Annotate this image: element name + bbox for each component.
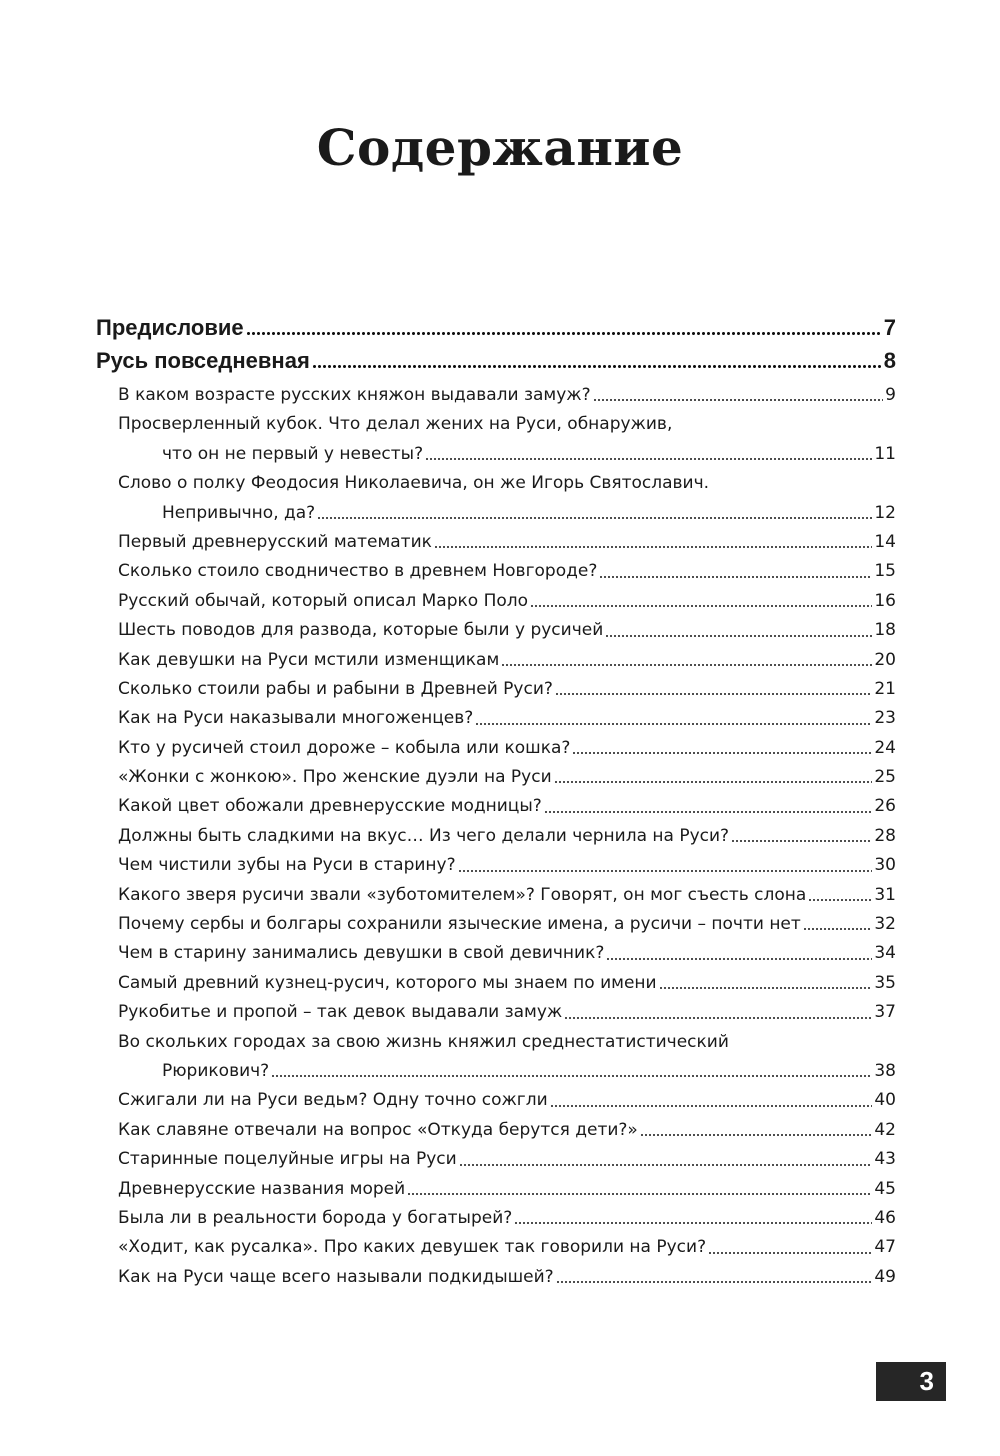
dot-leader bbox=[458, 869, 873, 873]
entry-page: 40 bbox=[874, 1090, 896, 1111]
entry-page: 9 bbox=[885, 384, 896, 405]
entry-title: Непривычно, да? bbox=[162, 502, 316, 523]
entry-title: Сколько стоили рабы и рабыни в Древней Руси? bbox=[118, 678, 553, 699]
entry-title: Просверленный кубок. Что делал жених на Руси, обнаружив, bbox=[118, 414, 673, 435]
entry-page: 14 bbox=[874, 531, 896, 552]
entry-title: Как славяне отвечали на вопрос «Откуда берутся дети?» bbox=[118, 1119, 638, 1140]
entry-title: «Ходит, как русалка». Про каких девушек так говорили на Руси? bbox=[118, 1237, 707, 1258]
toc-chapter[interactable] bbox=[96, 345, 896, 376]
dot-leader bbox=[317, 516, 872, 520]
dot-leader bbox=[599, 575, 872, 579]
chapter-label: Русь повседневная bbox=[96, 348, 310, 373]
entry-title: Во скольких городах за свою жизнь княжил среднестатистический bbox=[118, 1031, 729, 1052]
entry-title: Кто у русичей стоил дороже – кобыла или кошка? bbox=[118, 737, 571, 758]
toc-entry[interactable] bbox=[96, 1175, 896, 1204]
toc-entry[interactable] bbox=[96, 704, 896, 733]
entry-page: 16 bbox=[874, 590, 896, 611]
dot-leader bbox=[640, 1133, 873, 1137]
entry-page: 12 bbox=[874, 502, 896, 523]
entry-page: 47 bbox=[874, 1237, 896, 1258]
toc-entry[interactable] bbox=[96, 1204, 896, 1233]
entry-title: Самый древний кузнец-русич, которого мы знаем по имени bbox=[118, 972, 657, 993]
entry-title: Шесть поводов для развода, которые были у русичей bbox=[118, 620, 604, 641]
page-number: 3 bbox=[876, 1362, 946, 1401]
entry-page: 43 bbox=[874, 1149, 896, 1170]
toc-entry[interactable] bbox=[96, 616, 896, 645]
toc-entry[interactable] bbox=[96, 1233, 896, 1262]
entry-title: Русский обычай, который описал Марко Поло bbox=[118, 590, 529, 611]
entry-page: 46 bbox=[874, 1207, 896, 1228]
entry-title: Слово о полку Феодосия Николаевича, он же Игорь Святославич. bbox=[118, 473, 710, 494]
toc-entry[interactable] bbox=[96, 587, 896, 616]
entry-title: Чем в старину занимались девушки в свой девичник? bbox=[118, 943, 605, 964]
toc-entry[interactable] bbox=[96, 1145, 896, 1174]
entry-title: Была ли в реальности борода у богатырей? bbox=[118, 1207, 513, 1228]
entry-title: Рюрикович? bbox=[162, 1060, 270, 1081]
entry-title: «Жонки с жонкою». Про женские дуэли на Руси bbox=[118, 767, 552, 788]
toc-entry[interactable] bbox=[96, 1028, 896, 1087]
entry-page: 15 bbox=[874, 561, 896, 582]
entry-page: 25 bbox=[874, 767, 896, 788]
dot-leader bbox=[556, 1280, 873, 1284]
entry-page: 24 bbox=[874, 737, 896, 758]
entry-title: Древнерусские названия морей bbox=[118, 1178, 406, 1199]
toc-entry[interactable] bbox=[96, 675, 896, 704]
dot-leader bbox=[530, 604, 872, 608]
toc-entry[interactable] bbox=[96, 1263, 896, 1292]
entry-page: 34 bbox=[874, 943, 896, 964]
entry-page: 35 bbox=[874, 972, 896, 993]
toc-chapter[interactable] bbox=[96, 312, 896, 343]
entry-page: 28 bbox=[874, 825, 896, 846]
toc-entry[interactable] bbox=[96, 998, 896, 1027]
entry-title: Чем чистили зубы на Руси в старину? bbox=[118, 855, 456, 876]
table-of-contents bbox=[96, 312, 896, 1292]
dot-leader bbox=[808, 898, 872, 902]
dot-leader bbox=[564, 1016, 872, 1020]
entry-title: Старинные поцелуйные игры на Руси bbox=[118, 1149, 457, 1170]
toc-entry[interactable] bbox=[96, 528, 896, 557]
entry-page: 42 bbox=[874, 1119, 896, 1140]
entry-title: Какого зверя русичи звали «зуботомителем»? Говорят, он мог съесть слона bbox=[118, 884, 807, 905]
dot-leader bbox=[425, 457, 872, 461]
entry-page: 11 bbox=[874, 443, 896, 464]
toc-entry[interactable] bbox=[96, 734, 896, 763]
toc-entry[interactable] bbox=[96, 381, 896, 410]
dot-leader bbox=[659, 986, 873, 990]
dot-leader bbox=[459, 1163, 873, 1167]
dot-leader bbox=[731, 839, 872, 843]
entry-title: Какой цвет обожали древнерусские модницы? bbox=[118, 796, 542, 817]
dot-leader bbox=[572, 751, 872, 755]
chapter-page: 7 bbox=[883, 315, 896, 340]
entry-title: Почему сербы и болгары сохранили языческие имена, а русичи – почти нет bbox=[118, 914, 801, 935]
entry-title: Рукобитье и пропой – так девок выдавали замуж bbox=[118, 1002, 563, 1023]
dot-leader bbox=[246, 331, 882, 336]
toc-entry[interactable] bbox=[96, 969, 896, 998]
toc-entry[interactable] bbox=[96, 792, 896, 821]
chapter-label: Предисловие bbox=[96, 315, 244, 340]
dot-leader bbox=[593, 398, 884, 402]
entry-page: 31 bbox=[874, 884, 896, 905]
entry-title: Первый древнерусский математик bbox=[118, 531, 432, 552]
toc-entry[interactable] bbox=[96, 763, 896, 792]
dot-leader bbox=[271, 1074, 872, 1078]
entry-title: Должны быть сладкими на вкус… Из чего делали чернила на Руси? bbox=[118, 825, 730, 846]
dot-leader bbox=[554, 780, 873, 784]
toc-entry[interactable] bbox=[96, 822, 896, 851]
chapter-page: 8 bbox=[883, 348, 896, 373]
toc-entry[interactable] bbox=[96, 557, 896, 586]
entry-title: В каком возрасте русских княжон выдавали замуж? bbox=[118, 384, 591, 405]
entry-title: что он не первый у невесты? bbox=[162, 443, 424, 464]
entry-title: Сколько стоило сводничество в древнем Новгороде? bbox=[118, 561, 598, 582]
entry-page: 26 bbox=[874, 796, 896, 817]
dot-leader bbox=[555, 692, 872, 696]
entry-title: Как на Руси наказывали многоженцев? bbox=[118, 708, 474, 729]
dot-leader bbox=[434, 545, 872, 549]
entry-page: 37 bbox=[874, 1002, 896, 1023]
entry-title: Как девушки на Руси мстили изменщикам bbox=[118, 649, 500, 670]
entry-page: 30 bbox=[874, 855, 896, 876]
entry-page: 49 bbox=[874, 1266, 896, 1287]
dot-leader bbox=[514, 1221, 872, 1225]
dot-leader bbox=[803, 927, 873, 931]
toc-entry[interactable] bbox=[96, 1086, 896, 1115]
dot-leader bbox=[606, 957, 872, 961]
toc-entry[interactable] bbox=[96, 410, 896, 469]
dot-leader bbox=[605, 634, 872, 638]
entry-page: 32 bbox=[874, 914, 896, 935]
toc-entry[interactable] bbox=[96, 881, 896, 910]
dot-leader bbox=[407, 1192, 872, 1196]
toc-entry[interactable] bbox=[96, 1116, 896, 1145]
entry-title: Как на Руси чаще всего называли подкидышей? bbox=[118, 1266, 554, 1287]
dot-leader bbox=[312, 364, 882, 369]
toc-entry[interactable] bbox=[96, 910, 896, 939]
entry-page: 23 bbox=[874, 708, 896, 729]
page-title: Содержание bbox=[316, 118, 684, 177]
entry-page: 20 bbox=[874, 649, 896, 670]
dot-leader bbox=[550, 1104, 873, 1108]
toc-entry[interactable] bbox=[96, 646, 896, 675]
entry-page: 38 bbox=[874, 1060, 896, 1081]
entry-page: 18 bbox=[874, 620, 896, 641]
toc-entry[interactable] bbox=[96, 469, 896, 528]
dot-leader bbox=[544, 810, 873, 814]
toc-entry[interactable] bbox=[96, 851, 896, 880]
dot-leader bbox=[475, 722, 872, 726]
entry-page: 21 bbox=[874, 678, 896, 699]
dot-leader bbox=[708, 1251, 872, 1255]
entry-page: 45 bbox=[874, 1178, 896, 1199]
entry-title: Сжигали ли на Руси ведьм? Одну точно сожгли bbox=[118, 1090, 548, 1111]
toc-entry[interactable] bbox=[96, 939, 896, 968]
dot-leader bbox=[501, 663, 872, 667]
